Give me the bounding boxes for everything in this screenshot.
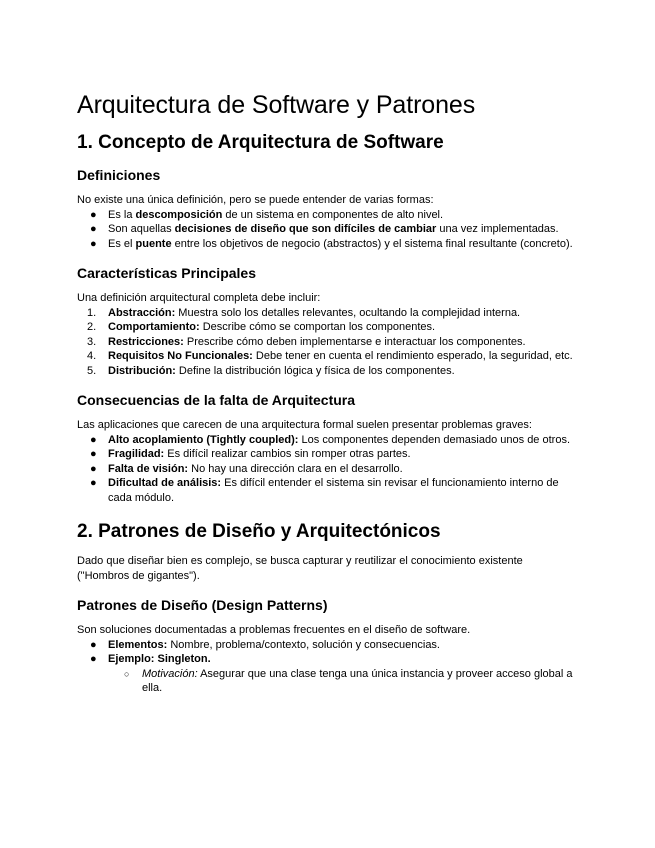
list-number: 2. [87,321,97,333]
bullet-icon: ● [90,208,97,221]
document-page [77,88,577,696]
document-title: Arquitectura de Software y Patrones [77,91,476,119]
bullet-icon: ● [90,653,97,665]
list-item: ● Ejemplo: Singleton. [90,653,211,665]
list-item: 4. Requisitos No Funcionales: Debe tener en cuenta el rendimiento esperado, la seguridad, etc. [87,350,573,362]
caracteristicas-intro: Una definición arquitectural completa debe incluir: [77,292,321,304]
sub-list-item: ○ Motivación: Asegurar que una clase tenga una única instancia y proveer acceso global a ella. [124,667,573,694]
list-item: ● Dificultad de análisis: Es difícil entender el sistema sin revisar el funcionamiento interno de cada módulo. [90,477,559,504]
bullet-icon: ● [90,433,97,446]
list-item: 3. Restricciones: Prescribe cómo deben implementarse e interactuar los componentes. [87,335,526,348]
list-item: ● Falta de visión: No hay una dirección clara en el desarrollo. [90,462,403,475]
definiciones-heading: Definiciones [77,167,161,183]
list-number: 4. [87,350,97,362]
circle-bullet-icon: ○ [124,668,130,679]
patrones-intro: Son soluciones documentadas a problemas frecuentes en el diseño de software. [77,624,471,636]
consecuencias-heading: Consecuencias de la falta de Arquitectura [77,392,356,408]
list-number: 3. [87,335,97,348]
bullet-icon: ● [90,448,97,460]
definiciones-list [77,208,577,252]
section-2-heading: 2. Patrones de Diseño y Arquitectónicos [77,521,441,542]
bullet-icon: ● [90,462,97,475]
definiciones-intro: No existe una única definición, pero se puede entender de varias formas: [77,194,434,206]
bullet-icon: ● [90,237,97,250]
bullet-icon: ● [90,638,97,651]
caracteristicas-list [77,306,577,379]
list-item: 5. Distribución: Define la distribución lógica y física de los componentes. [87,364,455,377]
caracteristicas-heading: Características Principales [77,265,256,281]
list-number: 5. [87,364,97,377]
list-item: ● Elementos: Nombre, problema/contexto, solución y consecuencias. [90,638,440,651]
bullet-icon: ● [90,223,97,235]
consecuencias-intro: Las aplicaciones que carecen de una arquitectura formal suelen presentar problemas graves: [77,419,532,431]
section-2-intro: Dado que diseñar bien es complejo, se busca capturar y reutilizar el conocimiento existente ("Hombros de gigantes"). [77,555,523,582]
list-item: ● Es la descomposición de un sistema en componentes de alto nivel. [90,208,444,221]
patrones-heading: Patrones de Diseño (Design Patterns) [77,597,328,613]
list-item: 1. Abstracción: Muestra solo los detalles relevantes, ocultando la complejidad interna. [87,306,521,319]
list-number: 1. [87,306,97,319]
list-item: ● Fragilidad: Es difícil realizar cambios sin romper otras partes. [90,448,411,460]
list-item: ● Es el puente entre los objetivos de negocio (abstractos) y el sistema final resultante (concreto). [90,237,573,250]
patrones-list [77,638,577,696]
list-item: ● Alto acoplamiento (Tightly coupled): Los componentes dependen demasiado unos de otros. [90,433,570,446]
section-1-heading: 1. Concepto de Arquitectura de Software [77,132,444,153]
list-item: 2. Comportamiento: Describe cómo se comportan los componentes. [87,321,436,333]
list-item: ● Son aquellas decisiones de diseño que son difíciles de cambiar una vez implementadas. [90,223,559,235]
bullet-icon: ● [90,477,97,489]
consecuencias-list [77,433,577,506]
